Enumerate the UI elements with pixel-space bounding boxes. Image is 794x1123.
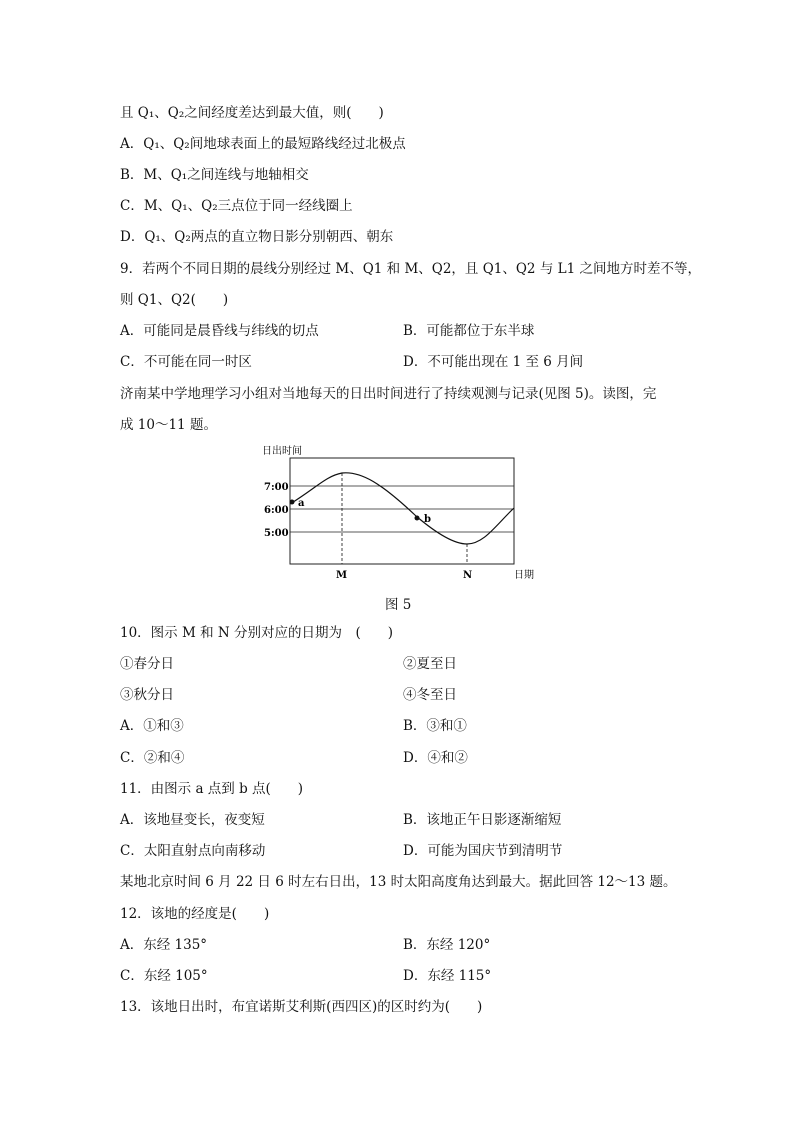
q10-option-b: B．③和① bbox=[403, 718, 467, 734]
q9-option-b: B．可能都位于东半球 bbox=[403, 323, 535, 339]
chart-ylabel: 日出时间 bbox=[262, 446, 302, 457]
q11-option-d: D．可能为国庆节到清明节 bbox=[403, 843, 563, 859]
point-a bbox=[290, 500, 295, 505]
q8-option-d: D．Q₁、Q₂两点的直立物日影分别朝西、朝东 bbox=[120, 229, 394, 245]
point-b bbox=[415, 516, 420, 521]
q12-stem: 12．该地的经度是( ) bbox=[120, 906, 270, 922]
sunrise-curve bbox=[290, 473, 514, 544]
q10-item-4: ④冬至日 bbox=[403, 687, 457, 703]
q10-item-3: ③秋分日 bbox=[120, 687, 174, 703]
q11-option-c: C．太阳直射点向南移动 bbox=[120, 843, 266, 859]
q9-option-c: C．不可能在同一时区 bbox=[120, 354, 252, 370]
q12-option-d: D．东经 115° bbox=[403, 968, 492, 984]
xtick-m: M bbox=[336, 570, 348, 581]
q11-option-a: A．该地昼变长，夜变短 bbox=[120, 812, 265, 828]
q8-option-b: B．M、Q₁之间连线与地轴相交 bbox=[120, 167, 309, 183]
q12-option-a: A．东经 135° bbox=[120, 937, 208, 953]
q10-item-1: ①春分日 bbox=[120, 656, 174, 672]
figure-caption: 图 5 bbox=[385, 597, 412, 613]
q8-option-c: C．M、Q₁、Q₂三点位于同一经线圈上 bbox=[120, 198, 353, 214]
chart-frame bbox=[290, 458, 514, 564]
xtick-n: N bbox=[463, 570, 473, 581]
q10-option-d: D．④和② bbox=[403, 750, 468, 766]
chart-xlabel: 日期 bbox=[514, 570, 534, 581]
q11-option-b: B．该地正午日影逐渐缩短 bbox=[403, 812, 562, 828]
ytick-7: 7:00 bbox=[264, 482, 289, 493]
q9-option-a: A．可能同是晨昏线与纬线的切点 bbox=[120, 323, 319, 339]
q8-stem: 且 Q₁、Q₂之间经度差达到最大值，则( ) bbox=[120, 105, 384, 121]
intro-12: 某地北京时间 6 月 22 日 6 时左右日出，13 时太阳高度角达到最大。据此回答 12～13 题。 bbox=[120, 874, 677, 890]
q9-stem-line1: 9．若两个不同日期的晨线分别经过 M、Q1 和 M、Q2，且 Q1、Q2 与 L1 之间地方时差不等， bbox=[120, 261, 701, 277]
q10-option-a: A．①和③ bbox=[120, 718, 184, 734]
sunrise-chart bbox=[256, 438, 546, 588]
intro-10-line2: 成 10～11 题。 bbox=[120, 417, 217, 433]
q11-stem: 11．由图示 a 点到 b 点( ) bbox=[120, 781, 304, 797]
q10-item-2: ②夏至日 bbox=[403, 656, 457, 672]
q12-option-c: C．东经 105° bbox=[120, 968, 208, 984]
q10-stem: 10．图示 M 和 N 分别对应的日期为 ( ) bbox=[120, 625, 394, 641]
intro-10-line1: 济南某中学地理学习小组对当地每天的日出时间进行了持续观测与记录(见图 5)。读图，完 bbox=[120, 386, 657, 402]
ytick-6: 6:00 bbox=[264, 505, 289, 516]
q12-option-b: B．东经 120° bbox=[403, 937, 491, 953]
point-a-label: a bbox=[298, 498, 305, 509]
q9-option-d: D．不可能出现在 1 至 6 月间 bbox=[403, 354, 584, 370]
q13-stem: 13．该地日出时，布宜诺斯艾利斯(西四区)的区时约为( ) bbox=[120, 999, 483, 1015]
q8-option-a: A．Q₁、Q₂间地球表面上的最短路线经过北极点 bbox=[120, 136, 406, 152]
q9-stem-line2: 则 Q1、Q2( ) bbox=[120, 292, 229, 308]
q10-option-c: C．②和④ bbox=[120, 750, 185, 766]
point-b-label: b bbox=[424, 514, 431, 525]
ytick-5: 5:00 bbox=[264, 528, 289, 539]
